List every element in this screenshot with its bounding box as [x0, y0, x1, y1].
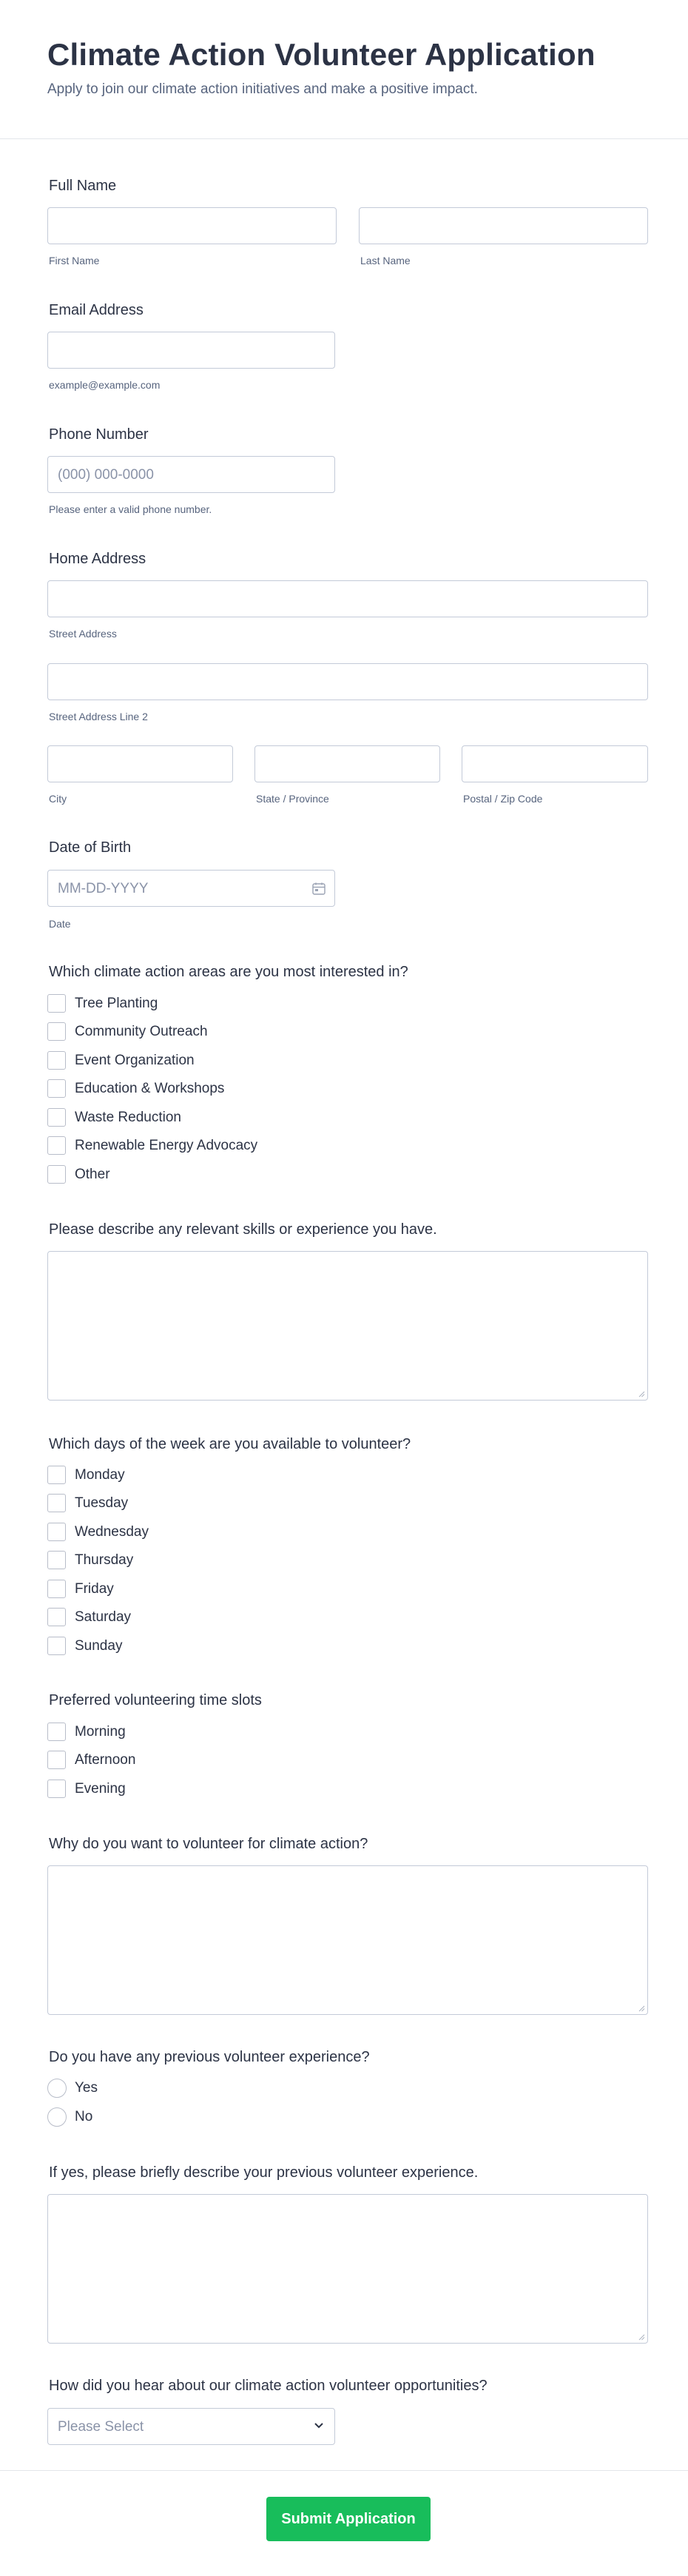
last-name-input[interactable] [359, 207, 648, 244]
city-sublabel: City [49, 793, 67, 805]
heard-select[interactable] [47, 2408, 335, 2445]
dob-sublabel: Date [49, 918, 71, 930]
phone-input[interactable] [47, 456, 335, 493]
first-name-input[interactable] [47, 207, 337, 244]
dob-input[interactable] [47, 870, 335, 907]
city-input[interactable] [47, 745, 233, 782]
checkbox[interactable] [47, 1580, 66, 1598]
checkbox[interactable] [47, 1079, 66, 1098]
checkbox[interactable] [47, 1780, 66, 1798]
chevron-down-icon [314, 2422, 324, 2429]
checkbox[interactable] [47, 1751, 66, 1769]
radio[interactable] [47, 2107, 67, 2127]
address-label: Home Address [49, 551, 146, 567]
previous-desc-textarea[interactable] [47, 2194, 648, 2344]
footer-divider [0, 2470, 688, 2471]
checkbox[interactable] [47, 1051, 66, 1070]
email-input[interactable] [47, 332, 335, 369]
heard-label: How did you hear about our climate action volunteer opportunities? [49, 2378, 488, 2394]
checkbox[interactable] [47, 1108, 66, 1127]
resize-grip-icon[interactable] [638, 2333, 645, 2341]
form-title: Climate Action Volunteer Application [47, 37, 596, 72]
phone-placeholder: (000) 000-0000 [58, 467, 154, 483]
resize-grip-icon[interactable] [638, 1390, 645, 1398]
postal-sublabel: Postal / Zip Code [463, 793, 543, 805]
email-label: Email Address [49, 302, 144, 318]
checkbox[interactable] [47, 1136, 66, 1155]
checkbox[interactable] [47, 994, 66, 1013]
submit-button[interactable]: Submit Application [266, 2497, 431, 2541]
phone-sublabel: Please enter a valid phone number. [49, 503, 212, 515]
street-address-2-input[interactable] [47, 663, 648, 700]
dob-placeholder: MM-DD-YYYY [58, 881, 149, 896]
previous-desc-label: If yes, please briefly describe your previous volunteer experience. [49, 2164, 479, 2181]
street-address-sublabel: Street Address [49, 628, 117, 640]
form-header [0, 0, 688, 139]
full-name-label: Full Name [49, 178, 117, 194]
checkbox[interactable] [47, 1165, 66, 1184]
checkbox[interactable] [47, 1494, 66, 1512]
interests-label: Which climate action areas are you most interested in? [49, 964, 408, 980]
street-address-input[interactable] [47, 580, 648, 617]
days-label: Which days of the week are you available to volunteer? [49, 1436, 411, 1452]
checkbox[interactable] [47, 1637, 66, 1655]
time-slots-label: Preferred volunteering time slots [49, 1692, 262, 1708]
radio[interactable] [47, 2079, 67, 2098]
email-sublabel: example@example.com [49, 379, 161, 391]
last-name-sublabel: Last Name [360, 255, 411, 266]
phone-label: Phone Number [49, 426, 149, 443]
checkbox[interactable] [47, 1523, 66, 1541]
postal-input[interactable] [462, 745, 648, 782]
why-label: Why do you want to volunteer for climate action? [49, 1836, 368, 1852]
state-sublabel: State / Province [256, 793, 329, 805]
previous-label: Do you have any previous volunteer experience? [49, 2049, 370, 2065]
first-name-sublabel: First Name [49, 255, 100, 266]
checkbox[interactable] [47, 1022, 66, 1041]
resize-grip-icon[interactable] [638, 2005, 645, 2012]
heard-select-value: Please Select [58, 2419, 144, 2435]
why-textarea[interactable] [47, 1865, 648, 2015]
checkbox[interactable] [47, 1551, 66, 1569]
skills-label: Please describe any relevant skills or experience you have. [49, 1221, 437, 1238]
checkbox[interactable] [47, 1723, 66, 1741]
skills-textarea[interactable] [47, 1251, 648, 1401]
checkbox[interactable] [47, 1466, 66, 1484]
checkbox[interactable] [47, 1608, 66, 1626]
form-subtitle: Apply to join our climate action initiatives and make a positive impact. [47, 81, 478, 97]
street-address-2-sublabel: Street Address Line 2 [49, 711, 148, 722]
dob-label: Date of Birth [49, 839, 132, 856]
state-input[interactable] [254, 745, 440, 782]
calendar-icon[interactable] [312, 882, 326, 895]
